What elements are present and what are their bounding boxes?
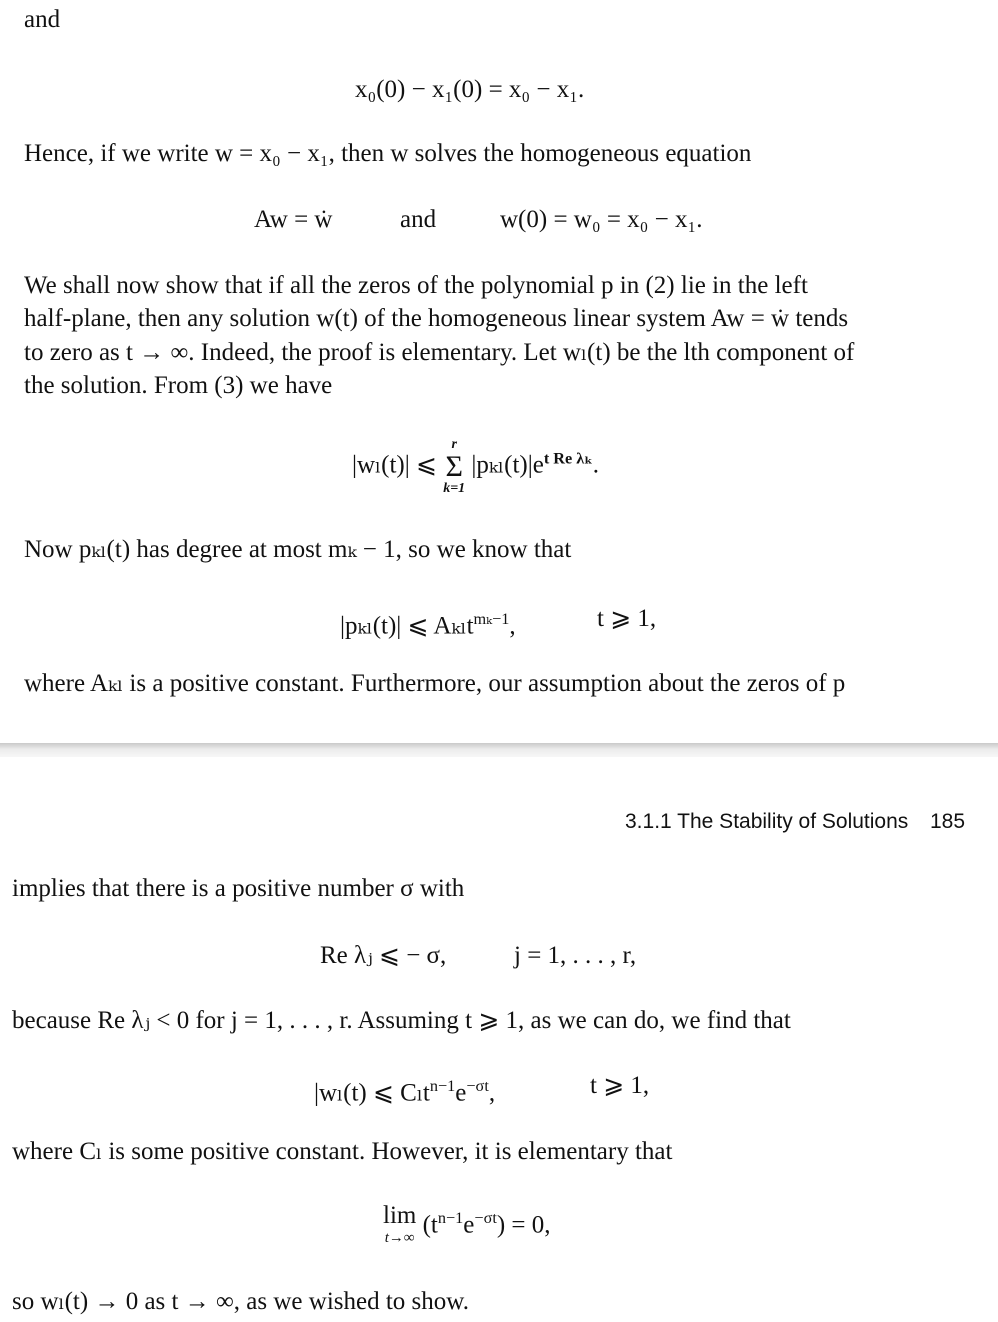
equation-homogeneous-left: Aw = ẇ	[254, 206, 333, 233]
paragraph-line-4: the solution. From (3) we have	[24, 372, 333, 399]
text-where-c: where Cₗ is some positive constant. However, it is elementary that	[12, 1138, 673, 1165]
equation-homogeneous-and: and	[400, 206, 437, 233]
equation-solution-condition: t ⩾ 1,	[590, 1072, 650, 1099]
text-where: where Aₖₗ is a positive constant. Furthermore, our assumption about the zeros of p	[24, 670, 846, 697]
eq4-left: |pₖₗ(t)| ⩽ Aₖₗt	[340, 612, 474, 640]
eq7-body-a: (t	[422, 1211, 438, 1239]
eq6-exponent-1: n−1	[429, 1077, 456, 1095]
eq7-body-c: ) = 0,	[496, 1211, 551, 1239]
eq4-comma: ,	[509, 612, 516, 640]
eq7-body-b: e	[463, 1211, 475, 1239]
equation-initial-difference: x₀(0) − x₁(0) = x₀ − x₁.	[355, 76, 585, 103]
limit-word: lim	[383, 1202, 417, 1229]
equation-homogeneous-right: w(0) = w₀ = x₀ − x₁.	[500, 206, 703, 233]
text-and: and	[24, 6, 61, 33]
equation-bound-sum	[352, 438, 599, 496]
text-because: because Re λⱼ < 0 for j = 1, . . . , r. Assuming t ⩾ 1, as we can do, we find that	[12, 1007, 791, 1034]
eq7-exponent-2: −σt	[474, 1209, 497, 1227]
limit-subscript: t→∞	[384, 1229, 415, 1246]
equation-eigen-bound-right: j = 1, . . . , r,	[514, 942, 637, 969]
summation	[443, 438, 465, 496]
page-separator	[0, 743, 998, 757]
header-page-number: 185	[930, 810, 966, 833]
sum-upper: r	[451, 437, 457, 452]
eq3-exponent: t Re λₖ	[543, 449, 593, 468]
eq4-exponent: mₖ−1	[473, 610, 510, 628]
eq3-right: |pₖₗ(t)|e	[471, 451, 544, 479]
sum-lower: k=1	[443, 481, 466, 496]
text-implies: implies that there is a positive number σ with	[12, 875, 465, 902]
eq7-exponent-1: n−1	[437, 1209, 464, 1227]
equation-poly-bound	[340, 603, 516, 642]
eq3-left: |wₗ(t)| ⩽	[352, 451, 437, 479]
eq3-end: .	[592, 451, 600, 479]
text-now: Now pₖₗ(t) has degree at most mₖ − 1, so we know that	[24, 536, 572, 563]
text-hence: Hence, if we write w = x₀ − x₁, then w solves the homogeneous equation	[24, 140, 752, 167]
equation-poly-condition: t ⩾ 1,	[597, 605, 657, 632]
text-conclusion: so wₗ(t) → 0 as t → ∞, as we wished to show.	[12, 1288, 469, 1315]
eq6-exponent-2: −σt	[466, 1077, 489, 1095]
eq6-mid: e	[455, 1079, 467, 1107]
eq6-comma: ,	[488, 1079, 496, 1107]
paragraph-line-3: to zero as t → ∞. Indeed, the proof is elementary. Let wₗ(t) be the lth component of	[24, 339, 855, 366]
paragraph-line-1: We shall now show that if all the zeros of the polynomial p in (2) lie in the left	[24, 272, 808, 299]
running-header	[625, 810, 966, 834]
equation-solution-bound	[314, 1070, 495, 1109]
limit-operator	[383, 1202, 416, 1246]
eq6-left: |wₗ(t) ⩽ Cₗt	[314, 1079, 430, 1107]
equation-eigen-bound-left: Re λⱼ ⩽ − σ,	[320, 942, 447, 969]
equation-limit	[383, 1202, 551, 1246]
sum-symbol: Σ	[445, 450, 463, 483]
header-section: 3.1.1 The Stability of Solutions	[625, 810, 909, 833]
paragraph-line-2: half-plane, then any solution w(t) of the homogeneous linear system Aw = ẇ tends	[24, 305, 849, 332]
